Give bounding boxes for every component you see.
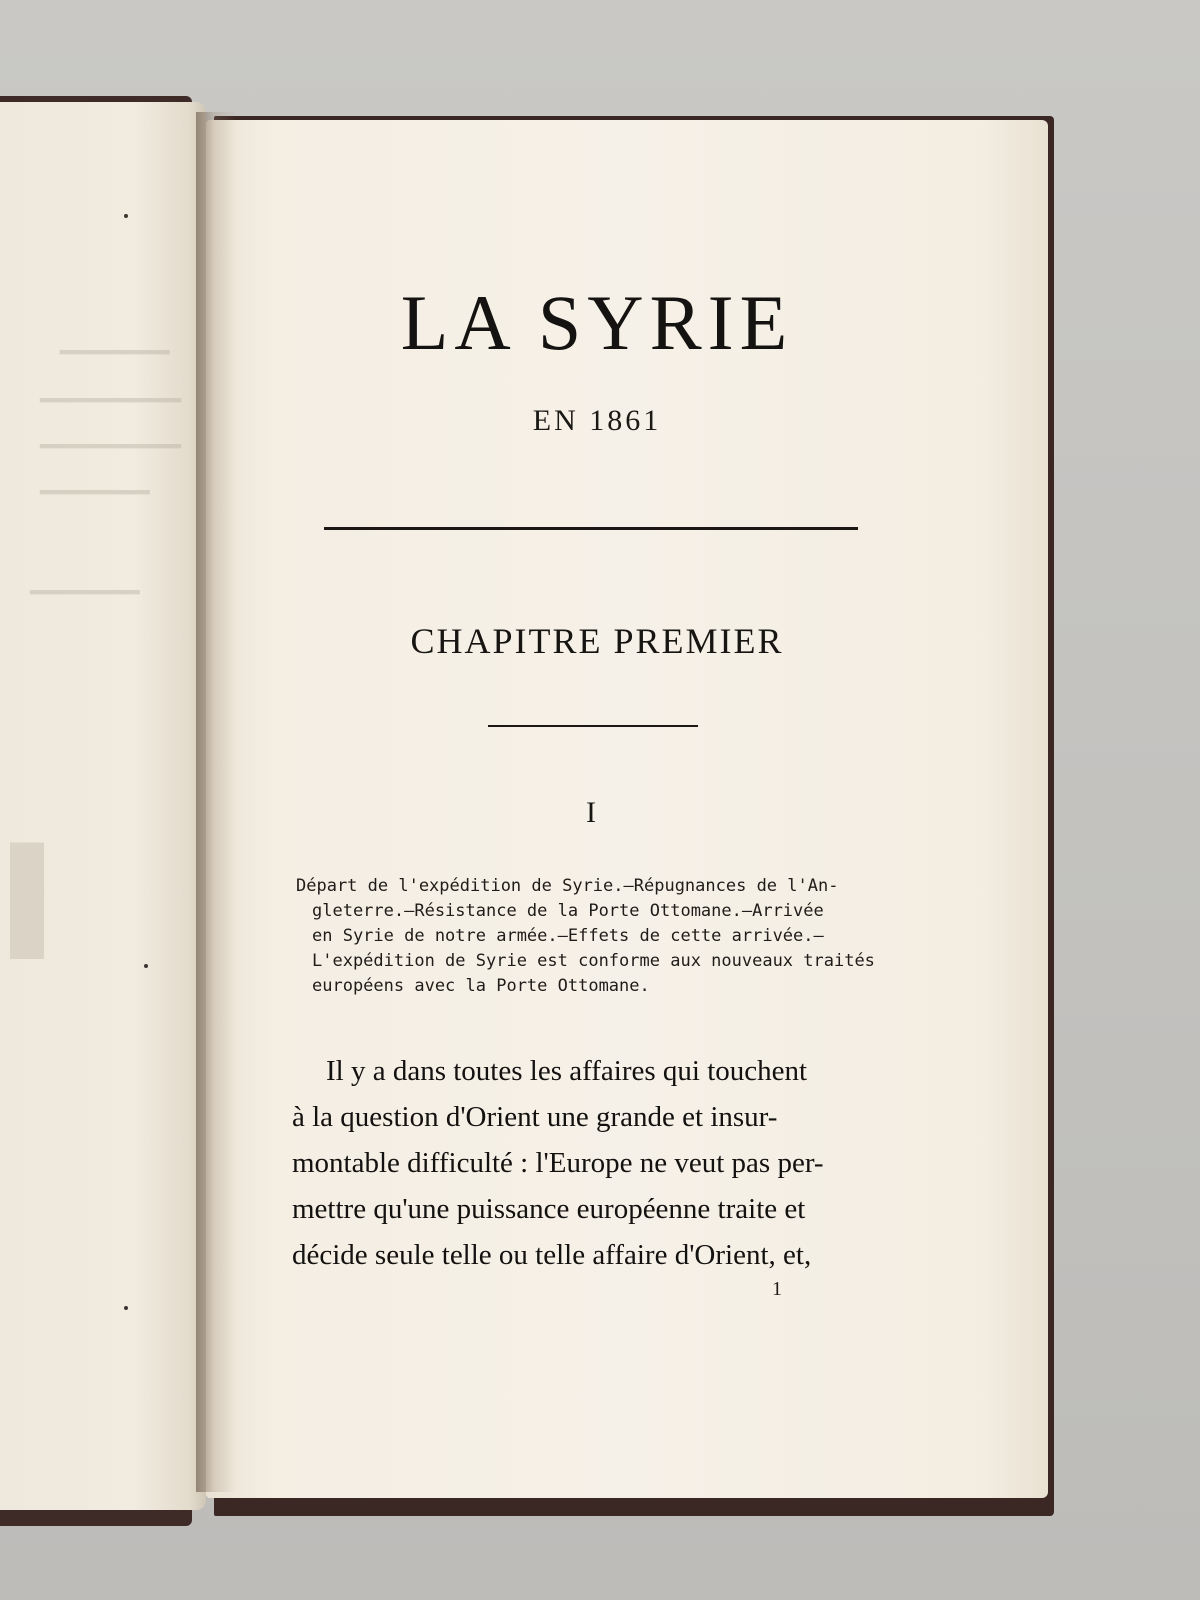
- page-number: 1: [772, 1278, 782, 1300]
- section-numeral: I: [586, 796, 596, 829]
- chapter-divider-rule: [488, 725, 698, 727]
- summary-line: Départ de l'expédition de Syrie.—Répugnances de l'An-: [296, 876, 839, 896]
- show-through-text: ━━━━━━━: [40, 478, 150, 508]
- show-through-text: ━━━━━━━━━: [40, 386, 181, 416]
- paper-speck: [124, 1306, 128, 1310]
- left-facing-page: [0, 102, 206, 1510]
- body-line: mettre qu'une puissance européenne traite et: [292, 1193, 806, 1225]
- body-paragraph: [292, 1048, 884, 1278]
- book-title: LA SYRIE: [400, 279, 794, 366]
- summary-line: en Syrie de notre armée.—Effets de cette arrivée.—: [312, 926, 824, 946]
- show-through-letter: ▌: [10, 844, 79, 951]
- show-through-text: ━━━━━━━: [60, 338, 170, 368]
- body-line: Il y a dans toutes les affaires qui touchent: [326, 1055, 808, 1087]
- chapter-heading: CHAPITRE PREMIER: [410, 621, 784, 661]
- book-subtitle: EN 1861: [532, 404, 662, 437]
- summary-line: gleterre.—Résistance de la Porte Ottomane.—Arrivée: [312, 901, 824, 921]
- paper-speck: [144, 964, 148, 968]
- body-line: décide seule telle ou telle affaire d'Orient, et,: [292, 1239, 812, 1271]
- chapter-summary: [296, 874, 884, 999]
- summary-line: européens avec la Porte Ottomane.: [312, 976, 650, 996]
- show-through-text: ━━━━━━━━━: [40, 432, 181, 462]
- body-line: à la question d'Orient une grande et insur-: [292, 1101, 778, 1133]
- body-line: montable difficulté : l'Europe ne veut pas per-: [292, 1147, 824, 1179]
- title-divider-rule: [324, 527, 858, 530]
- paper-speck: [124, 214, 128, 218]
- summary-line: L'expédition de Syrie est conforme aux nouveaux traités: [312, 951, 875, 971]
- show-through-text: ━━━━━━━: [30, 578, 140, 608]
